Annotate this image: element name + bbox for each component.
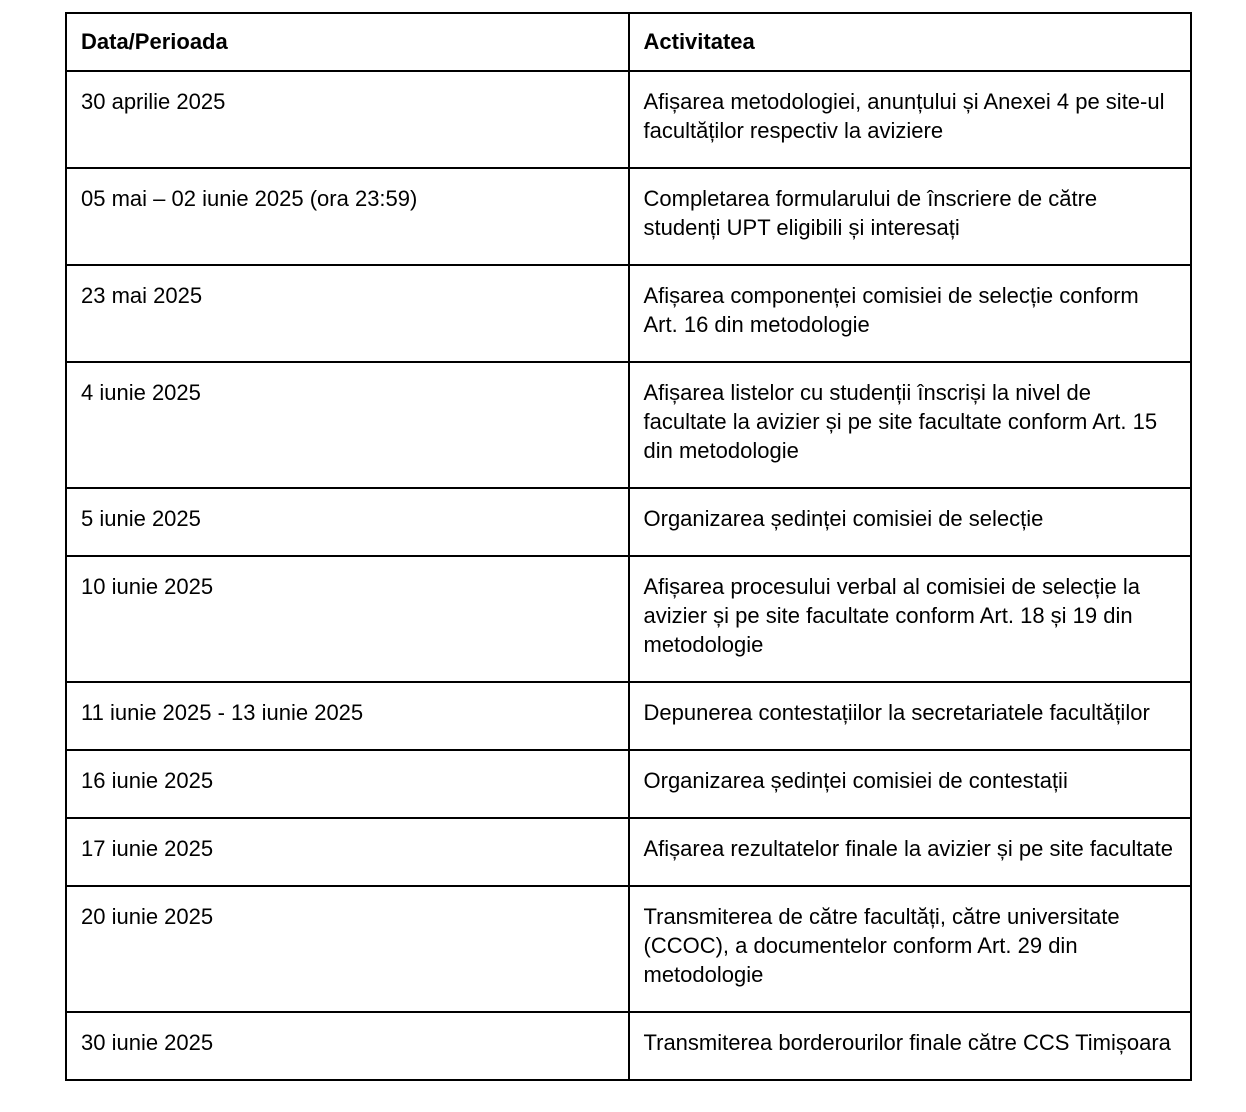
date-cell: 4 iunie 2025 [66,362,629,488]
header-activity: Activitatea [629,13,1192,71]
activity-cell: Afișarea rezultatelor finale la avizier și pe site facultate [629,818,1192,886]
table-body [66,71,1191,1080]
date-cell: 10 iunie 2025 [66,556,629,682]
table-row [66,886,1191,1012]
date-cell: 17 iunie 2025 [66,818,629,886]
date-cell: 23 mai 2025 [66,265,629,362]
table-row [66,71,1191,168]
activity-cell: Transmiterea de către facultăți, către universitate (CCOC), a documentelor conform Art. 29 din metodologie [629,886,1192,1012]
activity-cell: Depunerea contestațiilor la secretariatele facultăților [629,682,1192,750]
date-cell: 11 iunie 2025 - 13 iunie 2025 [66,682,629,750]
table-row [66,488,1191,556]
table-header [66,13,1191,71]
activity-cell: Organizarea ședinței comisiei de contestații [629,750,1192,818]
table-row [66,1012,1191,1080]
table-row [66,682,1191,750]
date-cell: 30 iunie 2025 [66,1012,629,1080]
table-row [66,556,1191,682]
date-cell: 5 iunie 2025 [66,488,629,556]
date-cell: 30 aprilie 2025 [66,71,629,168]
activity-cell: Afișarea componenței comisiei de selecție conform Art. 16 din metodologie [629,265,1192,362]
activity-cell: Organizarea ședinței comisiei de selecție [629,488,1192,556]
table-row [66,750,1191,818]
activity-cell: Completarea formularului de înscriere de către studenți UPT eligibili și interesați [629,168,1192,265]
activity-cell: Transmiterea borderourilor finale către CCS Timișoara [629,1012,1192,1080]
schedule-table [65,12,1192,1081]
table-row [66,265,1191,362]
table-row [66,168,1191,265]
table-row [66,362,1191,488]
activity-cell: Afișarea procesului verbal al comisiei de selecție la avizier și pe site facultate conform Art. 18 și 19 din metodologie [629,556,1192,682]
activity-cell: Afișarea metodologiei, anunțului și Anexei 4 pe site-ul facultăților respectiv la aviziere [629,71,1192,168]
header-date: Data/Perioada [66,13,629,71]
date-cell: 20 iunie 2025 [66,886,629,1012]
table-row [66,818,1191,886]
date-cell: 05 mai – 02 iunie 2025 (ora 23:59) [66,168,629,265]
header-row [66,13,1191,71]
activity-cell: Afișarea listelor cu studenții înscriși la nivel de facultate la avizier și pe site facultate conform Art. 15 din metodologie [629,362,1192,488]
date-cell: 16 iunie 2025 [66,750,629,818]
